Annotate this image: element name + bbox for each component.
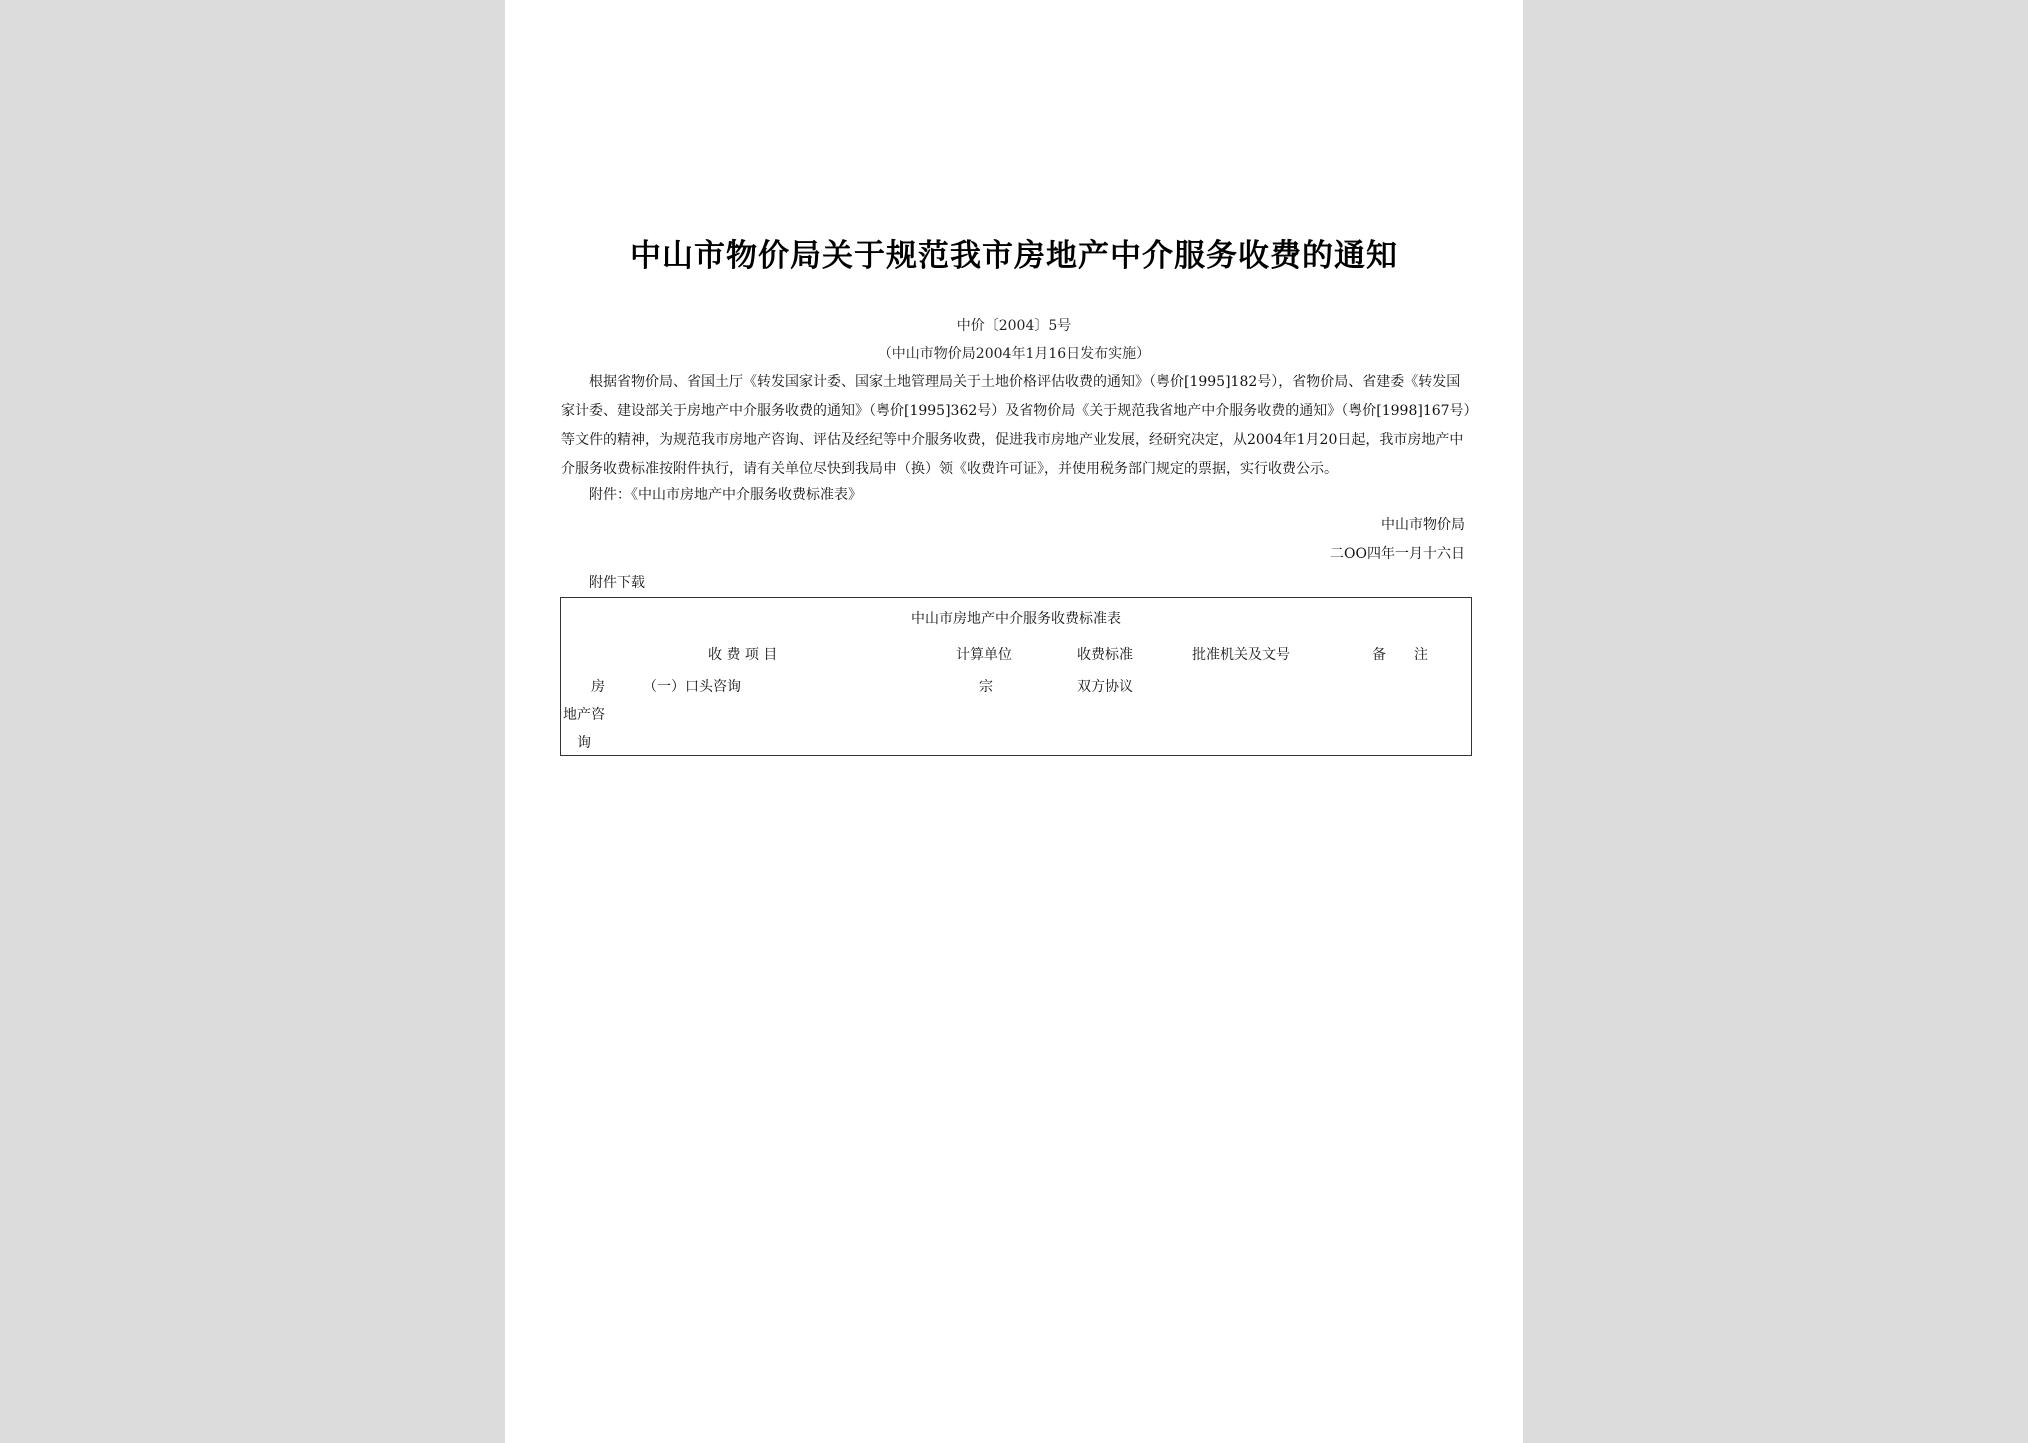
issuing-authority: 中山市物价局 xyxy=(1381,517,1465,533)
header-unit: 计算单位 xyxy=(956,647,1012,663)
attachment-reference: 附件：《中山市房地产中介服务收费标准表》 xyxy=(589,487,862,503)
row-category-line: 房 xyxy=(591,679,605,695)
row-unit: 宗 xyxy=(979,679,993,695)
row-category-line: 地产咨 xyxy=(563,707,605,723)
notice-body: 根据省物价局、省国土厅《转发国家计委、国家土地管理局关于土地价格评估收费的通知》（粤价[1995]182号），省物价局、省建委《转发国家计委、建设部关于房地产中介服务收费的通知》（粤价[1995]362号）及省物价局《关于规范我省地产中介服务收费的通知》（粤价[1998]167号）等文件的精神，为规范我市房地产咨询、评估及经纪等中介服务收费，促进我市房地产业发展，经研究决定，从2004年1月20日起，我市房地产中介服务收费标准按附件执行，请有关单位尽快到我局申（换）领《收费许可证》，并使用税务部门规定的票据，实行收费公示。 xyxy=(561,374,1471,477)
header-approval-authority: 批准机关及文号 xyxy=(1192,647,1290,663)
header-standard: 收费标准 xyxy=(1077,647,1133,663)
document-title: 中山市物价局关于规范我市房地产中介服务收费的通知 xyxy=(630,238,1398,274)
row-fee-item: （一）口头咨询 xyxy=(643,679,741,695)
row-category-line: 询 xyxy=(577,735,591,751)
header-fee-item: 收 费 项 目 xyxy=(708,647,778,663)
issue-date: 二OO四年一月十六日 xyxy=(1330,546,1465,562)
document-page xyxy=(505,0,1523,1443)
document-number: 中价〔2004〕5号 xyxy=(956,318,1072,334)
effective-date-note: （中山市物价局2004年1月16日发布实施） xyxy=(877,346,1151,362)
table-caption: 中山市房地产中介服务收费标准表 xyxy=(911,611,1121,627)
header-remarks: 备 注 xyxy=(1372,647,1428,663)
row-standard: 双方协议 xyxy=(1077,679,1133,695)
attachment-download-link[interactable]: 附件下载 xyxy=(589,575,645,591)
fee-standard-table xyxy=(560,597,1472,756)
